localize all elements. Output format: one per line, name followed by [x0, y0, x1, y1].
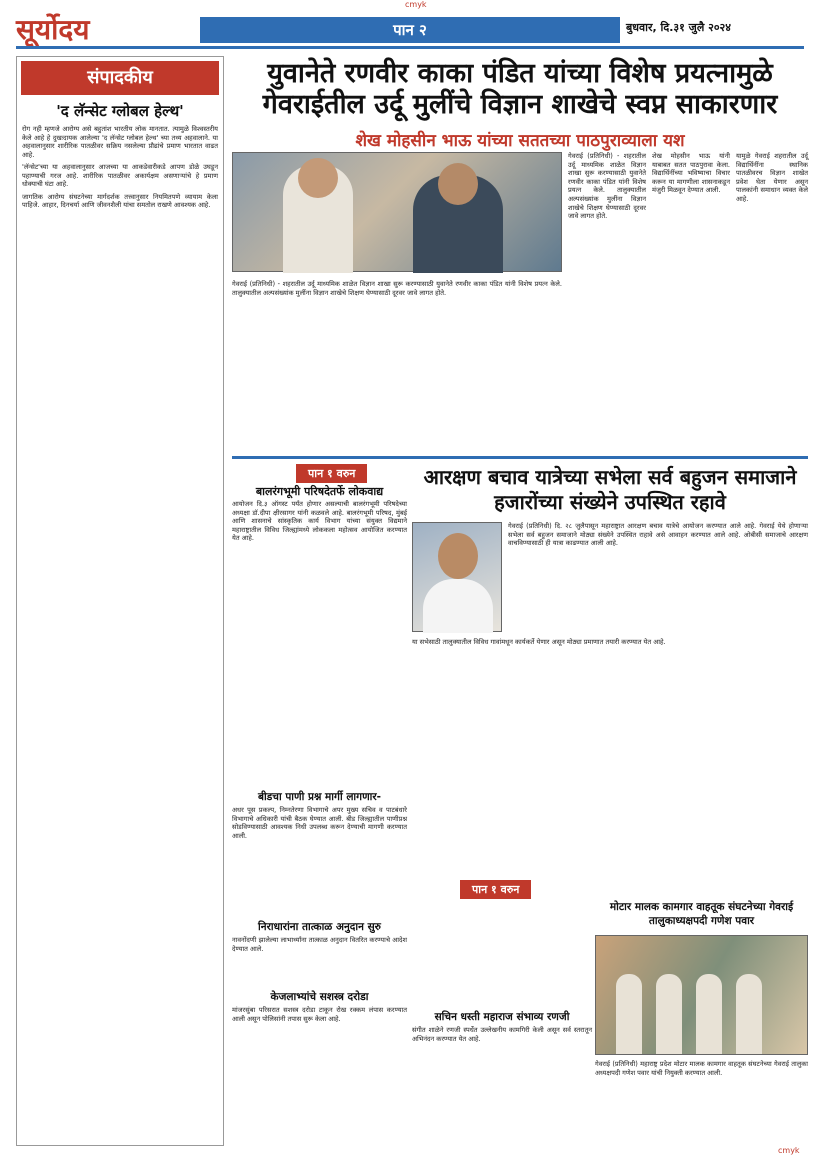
color-mark: cmyk	[405, 0, 427, 9]
masthead: सूर्योदय	[16, 13, 90, 46]
speaker-photo	[412, 522, 502, 632]
editorial-paragraph: रोग नही म्हणजे आरोग्य असे बहुतांश भारतीय लोक मानतात. त्यामुळे विश्वस्तरीय केले आहे हे दुखःदायक आलेल्या 'द लॅन्सेट ग्लोबल हेल्थ' च्या तथ्य अहवालाने. या अहवालानुसार शारीरिक पातळीवर सक्रिय नसलेल्या प्रौढांचे प्रमाण भारतात वाढत आहे.	[22, 125, 218, 159]
reservation-subhead: सचिन धस्ती महाराज संभाव्य रणजी	[434, 1011, 570, 1023]
lead-column: शेख मोहसीन भाऊ यांनी याबाबत सतत पाठपुरावा केला. विद्यार्थिनींच्या भविष्याचा विचार करून या मागणीला शासनाकडून मंजुरी मिळवून देण्यात आली.	[652, 152, 730, 195]
lead-byline: शेख मोहसीन भाऊ यांच्या सततच्या पाठपुराव्याला यश	[355, 131, 685, 151]
header-rule	[16, 46, 804, 49]
section-two-subhead: बीडचा पाणी प्रश्न मार्गी लागणार-	[257, 791, 382, 803]
editorial-column	[16, 56, 224, 1146]
lead-column: गेवराई (प्रतिनिधी) - शहरातील उर्दू माध्यमिक शाळेत विज्ञान शाखा सुरू करण्यासाठी युवानेते रणवीर काका पंडित यांनी विशेष प्रयत्न केले. तालुक्यातील अल्पसंख्यांक मुलींना विज्ञान शाखेचे शिक्षण घेण्यासाठी दूरवर जावे लागत होते.	[232, 280, 562, 297]
event-photo	[595, 935, 808, 1055]
person-head	[438, 163, 478, 205]
transport-union-headline: मोटार मालक कामगार वाहतूक संघटनेच्या गेवराई तालुकाध्यक्षपदी गणेश पवार	[609, 901, 794, 927]
editorial-paragraph: जागतिक आरोग्य संघटनेच्या मार्गदर्शक तत्त्वानुसार नियमितपणे व्यायाम केला पाहिजे. आहार, दिनचर्या आणि जीवनशैली यांचा समतोल राखणे आवश्यक आहे.	[22, 192, 218, 209]
continued-tag: पान १ वरुन	[460, 878, 531, 899]
lead-headline: युवानेते रणवीर काका पंडित यांच्या विशेष प्रयत्नामुळे गेवराईतील उर्दू मुलींचे विज्ञान शाखेचे स्वप्न साकारणार	[262, 58, 778, 120]
person-figure	[616, 974, 642, 1054]
page-header	[0, 0, 819, 48]
person-head	[438, 533, 478, 579]
section-rule	[232, 456, 808, 459]
section-two-subbody: अधर पूस प्रकल्प, निम्नतेरणा विभागाचे अपर मुख्य सचिव व पाटबंधारे विभागाचे अधिकारी यांची बैठक घेण्यात आली. बीड जिल्ह्यातील पाणीप्रश्न सोडविण्यासाठी आवश्यक निधी उपलब्ध करून देण्याची मागणी करण्यात आली.	[232, 806, 407, 840]
issue-date: बुधवार, दि.३१ जुलै २०२४	[626, 21, 731, 34]
person-figure	[423, 579, 493, 633]
person-figure	[696, 974, 722, 1054]
person-figure	[736, 974, 762, 1054]
page-label: पान २	[200, 17, 620, 43]
reservation-subbody: संगीत शाळेने रणजी स्पर्धेत उल्लेखनीय कामगिरी केली असून सर्व स्तरातून अभिनंदन करण्यात येत आहे.	[412, 1026, 592, 1043]
section-two-body: आयोजन दि.३ ऑगस्ट पर्यंत होणार असल्याची बालरंगभूमी परिषदेच्या अध्यक्षा डॉ.दीपा क्षीरसागर यांनी कळवले आहे. बालरंगभूमी परिषद, मुंबई आणि शासनाचे सांस्कृतिक कार्य विभाग यांच्या संयुक्त विद्यमाने महाराष्ट्रातील विविध जिल्ह्यांमध्ये लोककला महोत्सव आयोजित करण्यात येत आहे.	[232, 500, 407, 543]
lead-column: यामुळे गेवराई शहरातील उर्दू विद्यार्थिनींना स्थानिक पातळीवरच विज्ञान शाखेत प्रवेश घेता येणार असून पालकांनी समाधान व्यक्त केले आहे.	[736, 152, 808, 203]
section-two-subhead: निराधारांना तात्काळ अनुदान सुरु	[258, 921, 381, 933]
section-two-subbody: मांजरसुंबा परिसरात सशस्त्र दरोडा टाकून रोख रक्कम लंपास करण्यात आली असून पोलिसांनी तपास सुरू केला आहे.	[232, 1006, 407, 1023]
section-two-subbody: नावनोंदणी झालेल्या लाभार्थ्यांना तात्काळ अनुदान वितरित करण्याचे आदेश देण्यात आले.	[232, 936, 407, 953]
color-mark: cmyk	[778, 1146, 800, 1155]
continued-tag: पान १ वरुन	[296, 462, 367, 483]
reservation-body: या सभेसाठी तालुक्यातील विविध गावांमधून कार्यकर्ते येणार असून मोठ्या प्रमाणात तयारी करण्यात येत आहे.	[412, 638, 666, 646]
editorial-paragraph: 'लॅन्सेट'च्या या अहवालानुसार आजच्या या आकडेवारीकडे आपण डोळे उघडून पहाण्याची गरज आहे. शारीरिक पातळीवर अकार्यक्षम असणाऱ्यांचे हे प्रमाण धोक्याची घंटा आहे.	[22, 163, 218, 188]
editorial-title: 'द लॅन्सेट ग्लोबल हेल्थ'	[56, 102, 184, 120]
reservation-body: गेवराई (प्रतिनिधी) दि. २८ जुलैपासून महाराष्ट्रात आरक्षण बचाव यात्रेचे आयोजन करण्यात आले आहे. गेवराई येथे होणाऱ्या सभेला सर्व बहुजन समाजाने मोठ्या संख्येने उपस्थित राहावे असे आवाहन करण्यात आले आहे. ओबीसी समाजाचे आरक्षण वाचविण्यासाठी ही यात्रा काढण्यात आली आहे.	[508, 522, 808, 548]
section-two-subhead: केजलाभ्यांचे सशस्त्र दरोडा	[270, 991, 369, 1003]
lead-photo	[232, 152, 562, 272]
section-two-title: बालरंगभूमी परिषदेतर्फे लोकवाद्य	[255, 485, 384, 498]
lead-column: गेवराई (प्रतिनिधी) - शहरातील उर्दू माध्यमिक शाळेत विज्ञान शाखा सुरू करण्यासाठी युवानेते रणवीर काका पंडित यांनी विशेष प्रयत्न केले. तालुक्यातील अल्पसंख्यांक मुलींना विज्ञान शाखेचे शिक्षण घेण्यासाठी दूरवर जावे लागत होते.	[568, 152, 646, 221]
transport-union-body: गेवराई (प्रतिनिधी) महाराष्ट्र प्रदेश मोटार मालक कामगार वाहतूक संघटनेच्या गेवराई तालुका अध्यक्षपदी गणेश पवार यांची नियुक्ती करण्यात आली.	[595, 1060, 808, 1077]
person-head	[298, 158, 338, 198]
reservation-headline: आरक्षण बचाव यात्रेच्या सभेला सर्व बहुजन समाजाने हजारोंच्या संख्येने उपस्थित रहावे	[423, 465, 797, 514]
person-figure	[656, 974, 682, 1054]
editorial-banner: संपादकीय	[21, 61, 219, 95]
